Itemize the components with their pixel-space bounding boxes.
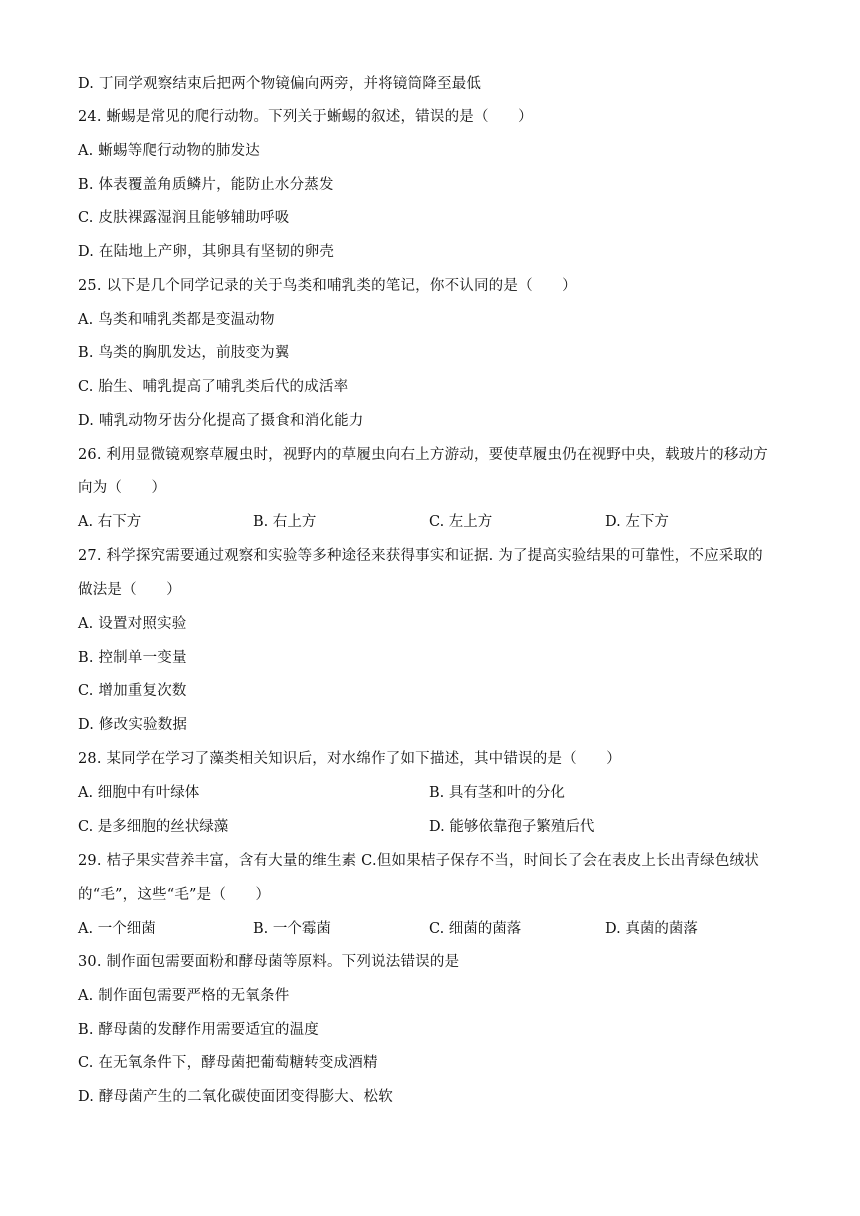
q27-stem-line2: 做法是（ ） [78,582,181,598]
q28-option-d: D. 能够依靠孢子繁殖后代 [429,819,595,835]
q30-option-d: D. 酵母菌产生的二氧化碳使面团变得膨大、松软 [78,1089,393,1105]
q29-option-d: D. 真菌的菌落 [605,921,698,937]
q25-option-c: C. 胎生、哺乳提高了哺乳类后代的成活率 [78,379,349,395]
q29-stem-line1: 29. 桔子果实营养丰富，含有大量的维生素 C.但如果桔子保存不当，时间长了会在表皮上长出青绿色绒状 [78,853,759,869]
q25-stem: 25. 以下是几个同学记录的关于鸟类和哺乳类的笔记，你不认同的是（ ） [78,278,577,294]
q29-option-a: A. 一个细菌 [78,921,156,937]
q26-option-c: C. 左上方 [429,514,493,530]
q28-option-a: A. 细胞中有叶绿体 [78,785,200,801]
q30-option-c: C. 在无氧条件下，酵母菌把葡萄糖转变成酒精 [78,1055,378,1071]
q25-option-b: B. 鸟类的胸肌发达，前肢变为翼 [78,345,290,361]
q28-option-c: C. 是多细胞的丝状绿藻 [78,819,229,835]
q27-option-a: A. 设置对照实验 [78,616,187,632]
q27-option-d: D. 修改实验数据 [78,717,188,733]
q27-stem-line1: 27. 科学探究需要通过观察和实验等多种途径来获得事实和证据. 为了提高实验结果的可靠性，不应采取的 [78,548,763,564]
q23-option-d: D. 丁同学观察结束后把两个物镜偏向两旁，并将镜筒降至最低 [78,76,482,92]
q26-option-b: B. 右上方 [253,514,317,530]
q27-option-b: B. 控制单一变量 [78,650,187,666]
q27-option-c: C. 增加重复次数 [78,683,187,699]
q30-stem: 30. 制作面包需要面粉和酵母菌等原料。下列说法错误的是 [78,954,460,970]
q24-stem: 24. 蜥蜴是常见的爬行动物。下列关于蜥蜴的叙述，错误的是（ ） [78,109,533,125]
q24-option-d: D. 在陆地上产卵，其卵具有坚韧的卵壳 [78,244,335,260]
q30-option-a: A. 制作面包需要严格的无氧条件 [78,988,290,1004]
q29-option-c: C. 细菌的菌落 [429,921,522,937]
q29-stem-line2: 的“毛”，这些“毛”是（ ） [78,887,271,903]
q26-stem-line1: 26. 利用显微镜观察草履虫时，视野内的草履虫向右上方游动，要使草履虫仍在视野中央，载玻片的移动方 [78,447,768,463]
q24-option-a: A. 蜥蜴等爬行动物的肺发达 [78,143,260,159]
q28-option-b: B. 具有茎和叶的分化 [429,785,565,801]
q29-option-b: B. 一个霉菌 [253,921,331,937]
q26-option-a: A. 右下方 [78,514,142,530]
q24-option-c: C. 皮肤裸露湿润且能够辅助呼吸 [78,210,290,226]
q24-option-b: B. 体表覆盖角质鳞片，能防止水分蒸发 [78,177,334,193]
q30-option-b: B. 酵母菌的发酵作用需要适宜的温度 [78,1022,319,1038]
q28-stem: 28. 某同学在学习了藻类相关知识后，对水绵作了如下描述，其中错误的是（ ） [78,751,621,767]
q26-stem-line2: 向为（ ） [78,480,167,496]
q25-option-d: D. 哺乳动物牙齿分化提高了摄食和消化能力 [78,413,364,429]
q26-option-d: D. 左下方 [605,514,669,530]
q25-option-a: A. 鸟类和哺乳类都是变温动物 [78,312,275,328]
